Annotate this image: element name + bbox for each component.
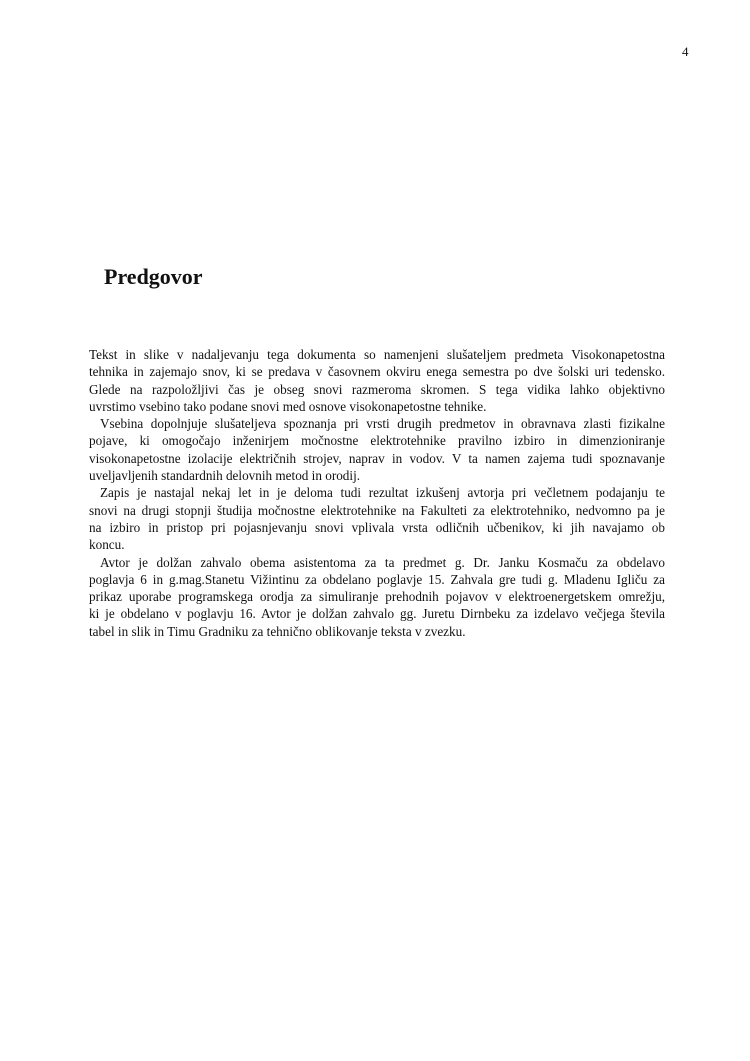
page-number: 4 xyxy=(682,44,689,59)
text-line: koncu. xyxy=(89,537,125,553)
paragraph xyxy=(89,346,665,415)
paragraph xyxy=(89,554,665,640)
text-line: snovi na drugi stopnji študija močnostne elektrotehnike na Fakulteti za elektrotehniko, nedvomno pa je xyxy=(89,502,665,518)
text-line: Vsebina dopolnjuje slušateljeva spoznanja pri vrsti drugih predmetov in obravnava zlasti fizikalne xyxy=(100,416,665,432)
text-line: na izbiro in pristop pri pojasnjevanju snovi vplivala vrsta odličnih učbenikov, ki jih navajamo ob xyxy=(89,519,665,535)
text-line: tehnika in zajemajo snov, ki se predava v časovnem okviru enega semestra po dve šolski uri tedensko. xyxy=(89,364,665,380)
text-line: tabel in slik in Timu Gradniku za tehnično oblikovanje teksta v zvezku. xyxy=(89,623,466,639)
text-line: pojave, ki omogočajo inženirjem močnostne elektrotehnike pravilno izbiro in dimenzioniranje xyxy=(89,433,665,449)
text-line: ki je obdelano v poglavju 16. Avtor je dolžan zahvalo gg. Juretu Dirnbeku za izdelavo večjega števila xyxy=(89,606,665,622)
text-line: Glede na razpoložljivi čas je obseg snovi razmeroma skromen. S tega vidika lahko objektivno xyxy=(89,381,665,397)
text-line: Zapis je nastajal nekaj let in je deloma tudi rezultat izkušenj avtorja pri večletnem podajanju te xyxy=(100,485,665,501)
page-title: Predgovor xyxy=(104,264,203,289)
text-line: uvrstimo vsebino tako podane snovi med osnove visokonapetostne tehnike. xyxy=(89,398,487,414)
document-body xyxy=(89,346,665,640)
text-line: Avtor je dolžan zahvalo obema asistentoma za ta predmet g. Dr. Janku Kosmaču za obdelavo xyxy=(100,554,665,570)
paragraph xyxy=(89,415,665,484)
text-line: Tekst in slike v nadaljevanju tega dokumenta so namenjeni slušateljem predmeta Visokonapetostna xyxy=(89,347,665,362)
text-line: visokonapetostne izolacije električnih strojev, naprav in vodov. V ta namen zajema tudi spoznavanje xyxy=(89,450,665,466)
text-line: prikaz uporabe programskega orodja za simuliranje prehodnih pojavov v elektroenergetskem omrežju, xyxy=(89,589,665,605)
paragraph xyxy=(89,484,665,553)
text-line: poglavja 6 in g.mag.Stanetu Vižintinu za obdelano poglavje 15. Zahvala gre tudi g. Mladenu Igliču za xyxy=(89,571,665,587)
text-line: uveljavljenih standardnih delovnih metod in orodij. xyxy=(89,468,361,484)
